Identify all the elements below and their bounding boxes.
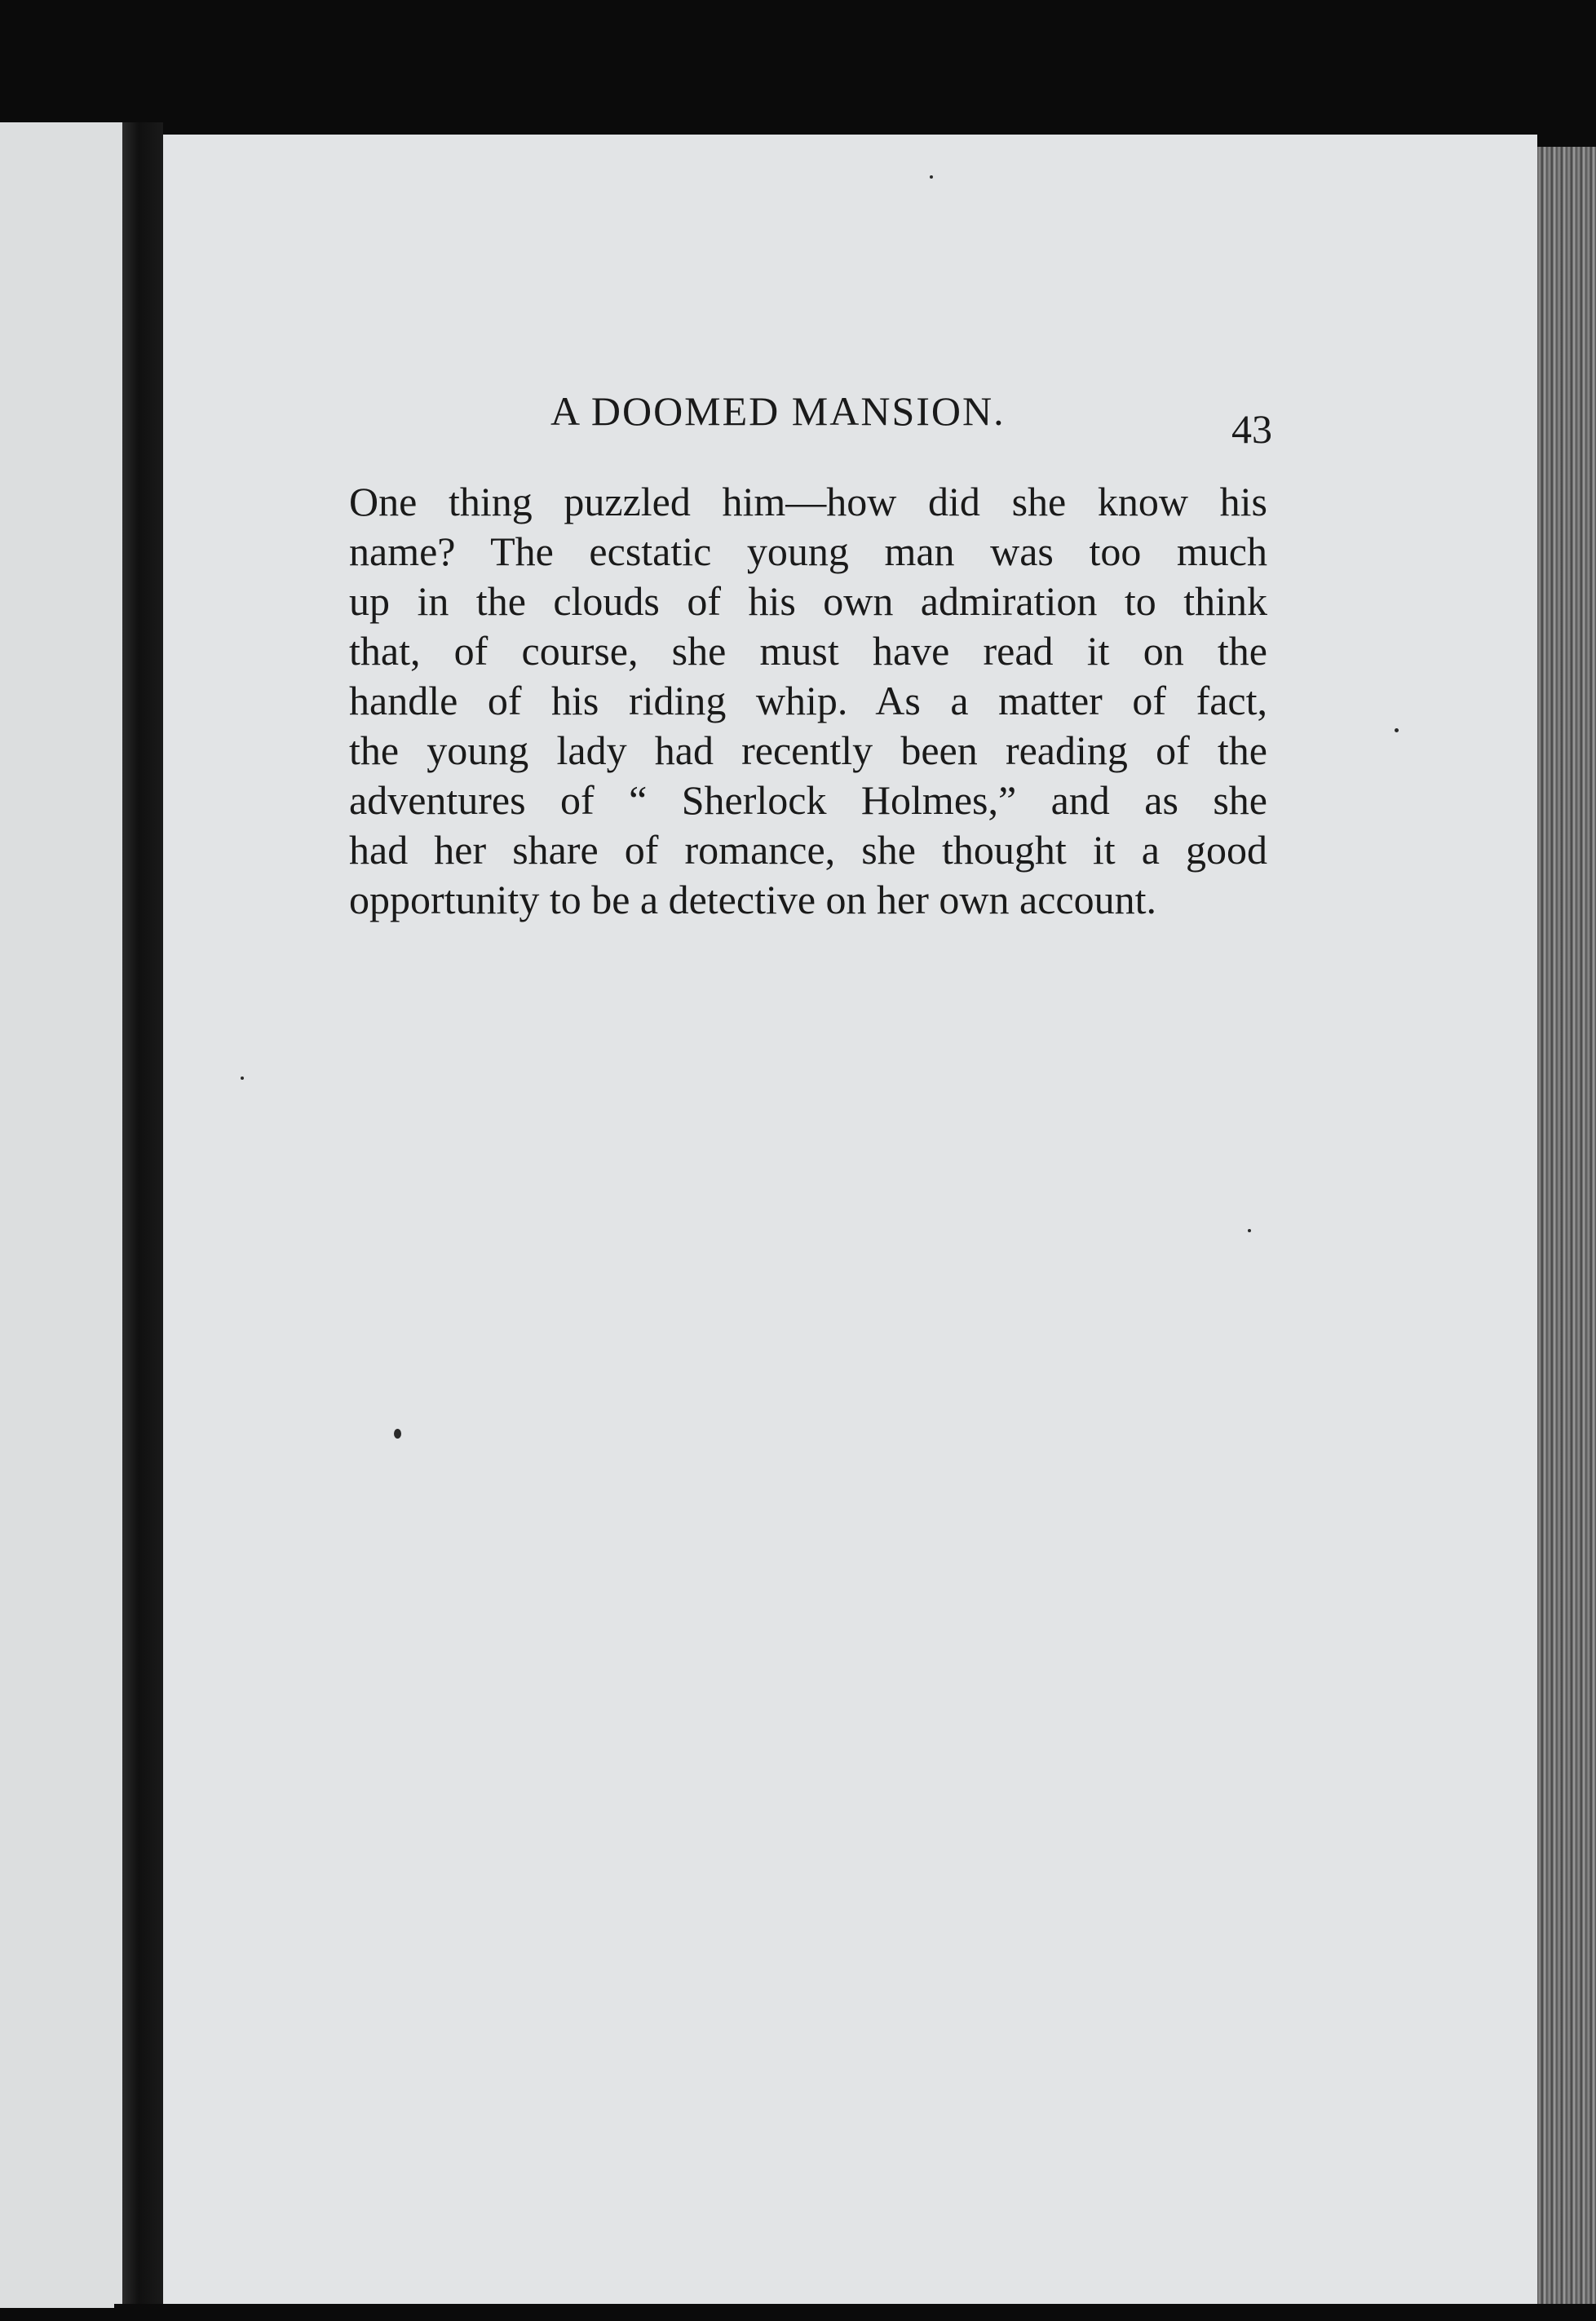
book-page (163, 135, 1537, 2304)
page-bottom-edge (114, 2304, 1596, 2321)
text-line: had her share of romance, she thought it a good (349, 827, 1267, 873)
scan-speck (241, 1077, 244, 1080)
text-line: handle of his riding whip. As a matter of fact, (349, 678, 1267, 723)
scan-speck (930, 175, 933, 179)
page-number: 43 (1231, 406, 1272, 452)
scan-speck (1395, 728, 1399, 732)
text-line: adventures of “ Sherlock Holmes,” and as she (349, 777, 1267, 823)
text-line: opportunity to be a detective on her own account. (349, 877, 1156, 922)
scan-speck (394, 1429, 401, 1439)
text-line: name? The ecstatic young man was too much (349, 528, 1267, 574)
text-line: One thing puzzled him—how did she know his (349, 479, 1267, 524)
body-paragraph (349, 477, 1267, 925)
book-gutter (122, 122, 163, 2316)
running-head (351, 387, 1272, 453)
scan-speck (1248, 1229, 1251, 1232)
text-line: up in the clouds of his own admiration to think (349, 578, 1267, 624)
text-line: the young lady had recently been reading of the (349, 727, 1267, 773)
text-line: that, of course, she must have read it on the (349, 628, 1267, 674)
running-title: A DOOMED MANSION. (550, 388, 1006, 434)
page-fore-edge (1537, 147, 1596, 2308)
